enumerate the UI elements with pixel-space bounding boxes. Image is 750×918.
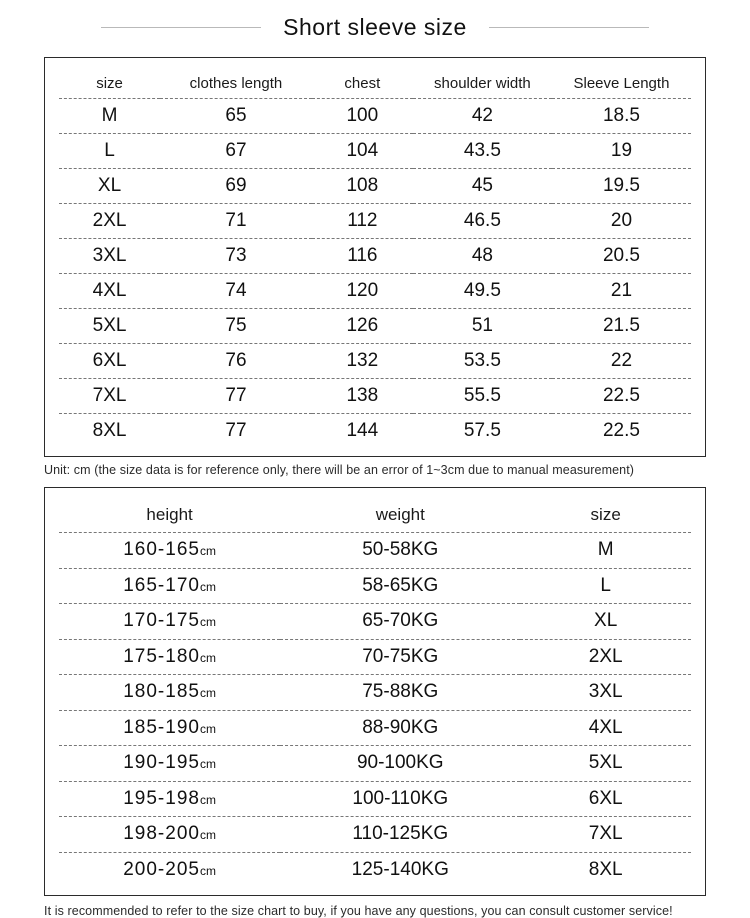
size-table-cell: 45 [413,169,552,204]
fit-height-value: 190-195 [123,752,200,774]
fit-table-row [59,852,691,887]
size-table-cell: 19 [552,134,691,169]
fit-size-cell: 5XL [520,746,691,782]
size-table-cell: 55.5 [413,379,552,414]
size-table-cell: 49.5 [413,274,552,309]
fit-height-value: 170-175 [123,610,200,632]
size-table-cell: 100 [312,99,413,134]
size-table-row [59,239,691,274]
size-table-cell: 74 [160,274,312,309]
fit-weight-cell: 75-88KG [280,675,520,711]
size-table-cell: 19.5 [552,169,691,204]
fit-height-unit: cm [199,544,216,559]
size-table-cell: 22.5 [602,420,640,441]
size-table-cell: 20.5 [552,239,691,274]
size-table-cell: 53.5 [413,344,552,379]
size-table-cell: 77 [160,379,312,414]
size-table-cell: 69 [160,169,312,204]
size-table-cell: 112 [312,204,413,239]
fit-size-cell: 4XL [520,710,691,746]
fit-size-cell: 6XL [520,781,691,817]
fit-table-block [44,487,706,896]
fit-height-cell [59,746,280,782]
fit-height-cell [59,852,280,887]
size-table-cell: 116 [312,239,413,274]
title-rule-right [489,27,649,28]
fit-table-header-cell: height [59,498,280,533]
fit-weight-cell: 50-58KG [280,533,520,569]
fit-size-cell: XL [520,604,691,640]
fit-height-value: 198-200 [123,823,200,845]
size-table-cell: 21 [552,274,691,309]
size-table-header-cell: size [59,68,160,99]
fit-height-cell [59,533,280,569]
fit-height-unit: cm [199,792,216,807]
fit-table-row [59,639,691,675]
size-table-cell: 108 [312,169,413,204]
size-table-row [59,169,691,204]
size-table [59,68,691,448]
page-title-row [0,0,750,41]
size-table-row [59,134,691,169]
fit-weight-cell: 70-75KG [280,639,520,675]
size-table-cell: 132 [312,344,413,379]
size-table-header-cell: Sleeve Length [552,68,691,99]
size-table-cell: 22.5 [552,379,691,414]
size-table-cell: 22 [552,344,691,379]
fit-height-unit: cm [199,650,216,665]
fit-table [59,498,691,887]
fit-size-cell: 3XL [520,675,691,711]
fit-weight-cell: 90-100KG [280,746,520,782]
fit-table-row [59,781,691,817]
fit-height-cell [59,781,280,817]
unit-note: Unit: cm (the size data is for reference only, there will be an error of 1~3cm due to manual measurement) [44,463,635,477]
fit-height-unit: cm [199,828,216,843]
fit-height-value: 200-205 [123,858,200,880]
footer-note: It is recommended to refer to the size chart to buy, if you have any questions, you can consult customer service! [44,904,673,918]
fit-size-cell: 8XL [588,858,623,880]
size-table-cell: 65 [160,99,312,134]
title-rule-left [101,27,261,28]
size-table-cell: 77 [225,420,247,441]
fit-height-unit: cm [199,757,216,772]
size-table-cell: 120 [312,274,413,309]
size-table-cell: 46.5 [413,204,552,239]
fit-height-value: 175-180 [123,645,200,667]
size-table-header-cell: clothes length [160,68,312,99]
size-table-header-cell: shoulder width [413,68,552,99]
size-table-row [59,99,691,134]
fit-height-value: 160-165 [123,539,200,561]
fit-height-value: 180-185 [123,681,200,703]
size-table-row [59,379,691,414]
size-table-cell: 18.5 [552,99,691,134]
size-table-cell: 104 [312,134,413,169]
size-table-cell: 5XL [59,309,160,344]
fit-weight-cell: 125-140KG [351,858,449,880]
fit-size-cell: L [520,568,691,604]
size-table-row [59,204,691,239]
fit-height-value: 165-170 [123,574,200,596]
fit-size-cell: M [520,533,691,569]
fit-height-cell [59,675,280,711]
fit-weight-cell: 100-110KG [280,781,520,817]
fit-height-cell [59,817,280,853]
size-table-cell: 126 [312,309,413,344]
size-table-cell: 2XL [59,204,160,239]
fit-height-value: 185-190 [123,716,200,738]
fit-table-row [59,817,691,853]
size-table-cell: 144 [346,420,379,441]
size-table-row [59,309,691,344]
fit-weight-cell: 58-65KG [280,568,520,604]
fit-weight-cell: 110-125KG [280,817,520,853]
size-table-header-cell: chest [312,68,413,99]
fit-height-cell [59,568,280,604]
fit-table-header-cell: size [520,498,691,533]
page-title: Short sleeve size [283,14,467,40]
fit-table-row [59,604,691,640]
fit-table-row [59,568,691,604]
size-table-cell: 43.5 [413,134,552,169]
fit-height-unit: cm [199,579,216,594]
size-table-cell: 20 [552,204,691,239]
fit-height-unit: cm [199,686,216,701]
fit-height-value: 195-198 [123,787,200,809]
fit-table-header-row [59,498,691,533]
fit-table-row [59,710,691,746]
fit-weight-cell: 88-90KG [280,710,520,746]
fit-table-row [59,746,691,782]
fit-height-cell [59,639,280,675]
fit-size-cell: 7XL [520,817,691,853]
size-table-cell: 73 [160,239,312,274]
size-table-cell: 57.5 [463,420,501,441]
fit-height-unit: cm [199,615,216,630]
size-table-row [59,414,691,449]
size-table-cell: 7XL [59,379,160,414]
size-table-cell: 71 [160,204,312,239]
fit-height-cell [59,604,280,640]
size-table-block [44,57,706,457]
size-table-cell: 75 [160,309,312,344]
fit-height-cell [59,710,280,746]
size-table-row [59,274,691,309]
size-table-cell: 76 [160,344,312,379]
size-table-cell: 51 [413,309,552,344]
size-table-cell: 4XL [59,274,160,309]
size-table-cell: L [59,134,160,169]
fit-table-row [59,675,691,711]
fit-size-cell: 2XL [520,639,691,675]
fit-height-unit: cm [199,721,216,736]
size-table-cell: 67 [160,134,312,169]
size-table-cell: 42 [413,99,552,134]
size-table-header-row [59,68,691,99]
size-table-cell: 21.5 [552,309,691,344]
size-table-cell: 6XL [59,344,160,379]
fit-table-header-cell: weight [280,498,520,533]
fit-weight-cell: 65-70KG [280,604,520,640]
size-table-cell: 8XL [92,420,127,441]
size-table-row [59,344,691,379]
size-table-cell: XL [59,169,160,204]
fit-table-row [59,533,691,569]
fit-height-unit: cm [199,863,216,878]
size-table-cell: 48 [413,239,552,274]
size-table-cell: 3XL [59,239,160,274]
size-table-cell: 138 [312,379,413,414]
size-table-cell: M [59,99,160,134]
